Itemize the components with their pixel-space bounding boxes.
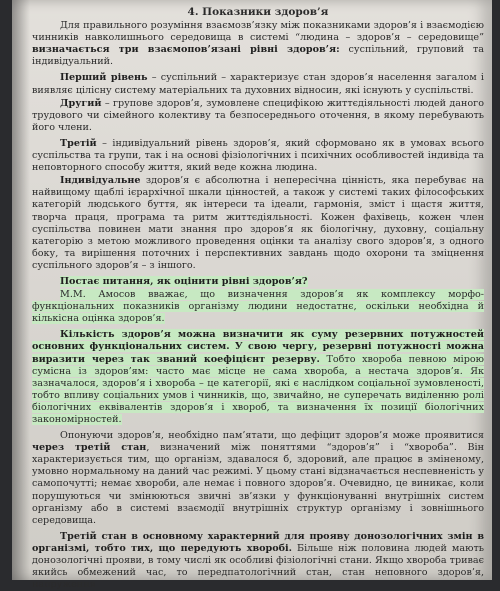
health-quantity-text: Тобто хвороба певною мірою сумісна із здоров’ям: часто має місце не сама хвороба, а нестача здоров’я. Як зазначалося, здоров’я і хвороба – це категорії, які є наслідком соціальної зумовленості, тобто впливу соціальних умов і чинників, що, звичайно, не суперечать виділенню ролі біологічних еквівалентів здоров’я і хвороб, та визначення їх позиції біологічних закономірностей.	[32, 353, 485, 425]
intro-bold: визначається три взаємопов’язані рівні здоров’я:	[32, 44, 340, 56]
page-shadow	[12, 0, 30, 580]
third-state-text-a: Опонуючи здоров’я, необхідно пам’ятати, що дефіцит здоров’я може проявитися	[60, 430, 484, 442]
paragraph-third-level	[32, 138, 484, 174]
intro-tail: суспільний, груповий та індивідуальний.	[32, 44, 484, 68]
paragraph-second-level	[32, 98, 484, 134]
section-title: 4. Показники здоров’я	[187, 6, 329, 18]
paragraph-first-level	[32, 72, 484, 96]
paragraph-intro	[32, 20, 484, 68]
paragraph-prenosological	[32, 531, 484, 591]
paragraph-individual-health	[32, 175, 484, 272]
second-level-label: Другий	[60, 97, 102, 109]
first-level-label: Перший рівень	[60, 72, 148, 84]
health-quantity-bold: Кількість здоров’я можна визначити як суму резервних потужностей основних функціональних систем. У свою чергу, резервні потужності можна виразити через так званий коефіцієнт резерву.	[32, 329, 484, 365]
document-page	[12, 0, 492, 591]
paragraph-amosov	[32, 289, 484, 325]
prenosological-text: Більше ніж половина людей мають донозологічні прояви, в тому числі як особливі фізіологічні стани. Якщо хвороба триває якийсь обмежений час, то передпатологічний стан, стан неповного здоров’я, напруження	[32, 542, 484, 591]
question-heading: Постає питання, як оцінити рівні здоров’я?	[60, 275, 308, 287]
third-level-label: Третій	[60, 137, 97, 149]
individual-health-label: Індивідуальне	[60, 175, 141, 187]
document-body	[32, 6, 484, 591]
third-state-bold: через третій стан	[32, 442, 147, 454]
paragraph-third-state	[32, 430, 484, 527]
intro-text: Для правильного розуміння взаємозв’язку між показниками здоров’я і взаємодією чинників навколишнього середовища в системі “людина – здоров’я – середовище”	[32, 20, 484, 44]
paragraph-health-quantity	[32, 329, 484, 426]
paragraph-question	[32, 276, 484, 288]
amosov-text: М.М. Амосов вважає, що визначення здоров’я як комплексу морфо-функціональних показників організму людини недостатнє, оскільки необхідна й кількісна оцінка здоров’я.	[32, 289, 484, 325]
first-level-text: – суспільний – характеризує стан здоров’я населення загалом і виявляє цілісну систему матеріальних та духовних відносин, які існують у суспільстві.	[32, 72, 484, 96]
second-level-text: – групове здоров’я, зумовлене специфікою життєдіяльності людей даного трудового чи сімейного колективу та безпосереднього оточення, в якому перебувають його члени.	[32, 97, 484, 133]
individual-health-text: здоров’я є абсолютна і непересічна цінність, яка перебуває на найвищому щаблі ієрархічної шкали цінностей, а також у системі таких філософських категорій людського буття, як інтереси та ідеали, гармонія, зміст і щастя життя, творча праця, програма та ритм життєдіяльності. Кожен фахівець, кожен член суспільства повинен мати знання про здоров’я як біологічну, духовну, соціальну категорію з метою можливого проведення оцінки та аналізу свого здоров’я, з одного боку, та вирішення поточних і перспективних завдань щодо охорони та зміцнення суспільного здоров’я – з іншого.	[32, 175, 484, 271]
prenosological-bold: Третій стан в основному характерний для прояву донозологічних змін в організмі, тобто тих, що передують хворобі.	[32, 530, 484, 554]
third-state-text-b: , визначений між поняттями “здоров’я” і “хвороба”. Він характеризується тим, що організм, здавалося б, здоровий, але працює в зміненому, умовно нормальному на даний час режимі. У цьому стані відзначається неспевненість у самопочутті; немає хвороби, але немає і повного здоров’я. Очевидно, це виникає, коли порушуються чи змінюються звичні зв’язки у функціонуванні внутрішніх систем організму або в системі взаємодії внутрішніх структур організму і зовнішнього середовища.	[32, 442, 484, 526]
third-level-text: – індивідуальний рівень здоров’я, який сформовано як в умовах всього суспільства та групи, так і на основі фізіологічних і психічних особливостей індивіда та неповторного способу життя, який веде кожна людина.	[32, 137, 484, 174]
